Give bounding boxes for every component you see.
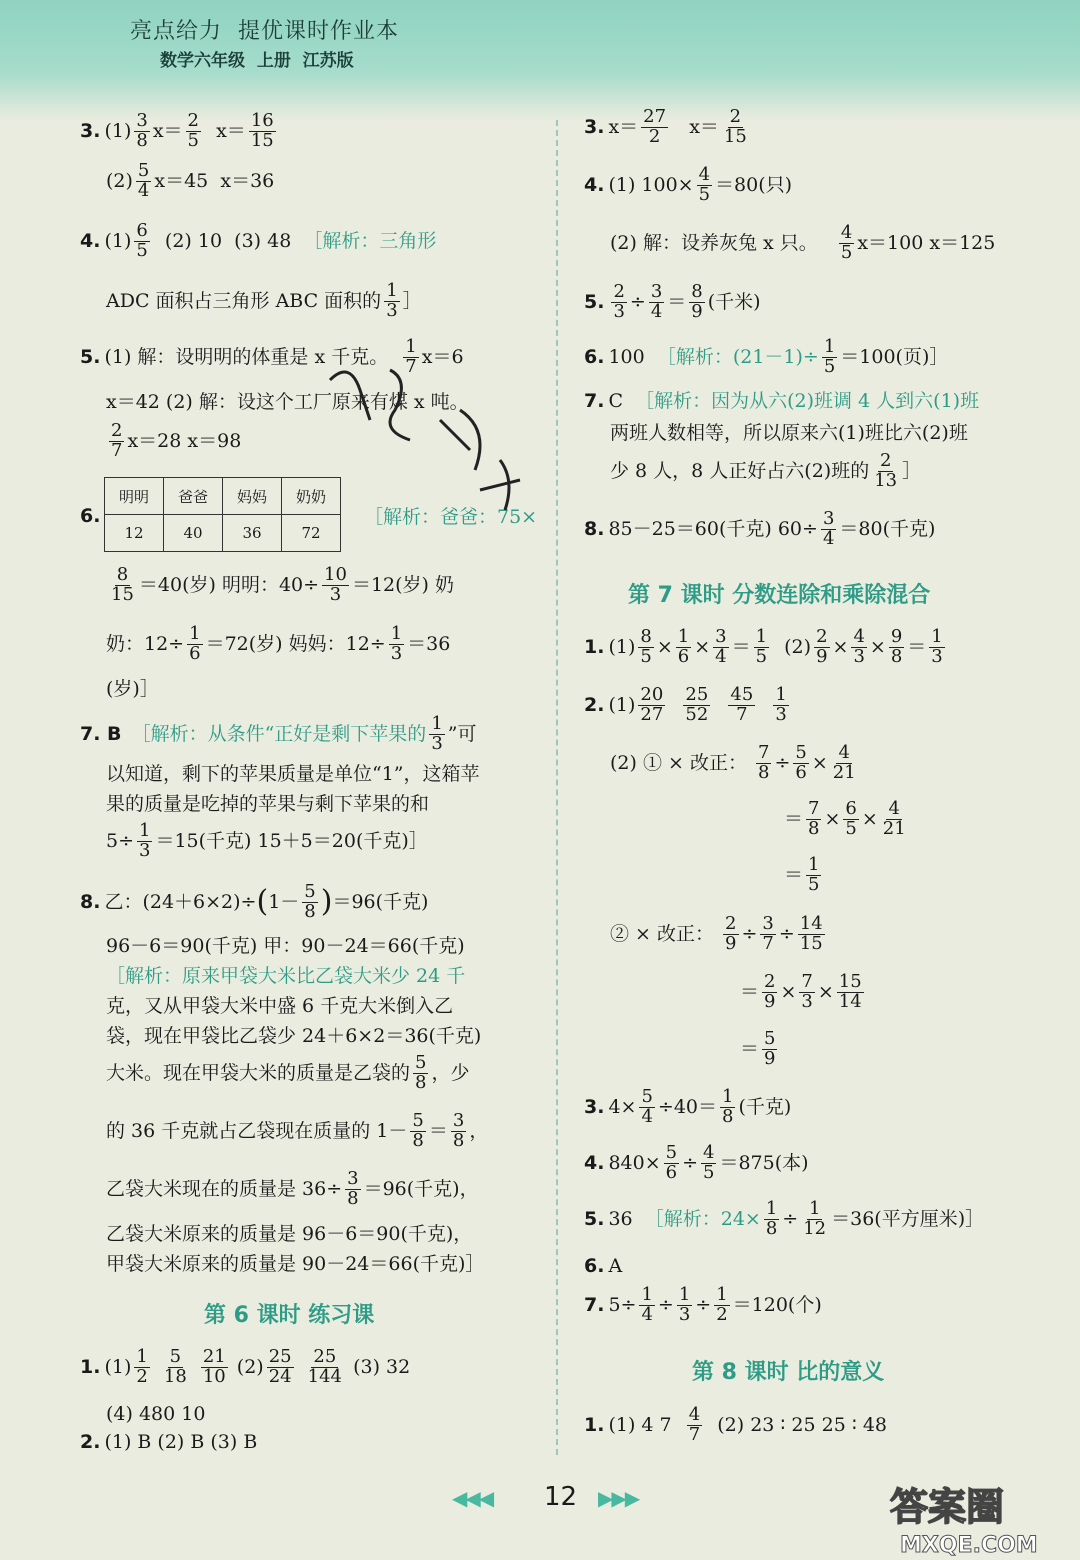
left-q8-line10: 甲袋大米原来的质量是 90－24＝66(千克)］ [106, 1253, 485, 1275]
right-q5-line: 5. $\frac{2}{3}$ ÷ $\frac{3}{4}$ ＝ 8 9 (千米) [584, 281, 761, 322]
left-q4-line2: ADC 面积占三角形 ABC 面积的 1 3 ］ [106, 280, 422, 321]
left-q8-line7: 的 36 千克就占乙袋现在质量的 1－ 5 8 ＝ 3 8 ， [106, 1110, 489, 1151]
left-q6-line4: (岁)］ [106, 678, 159, 700]
left-q5-line1: 5. (1) 解：设明明的体重是 x 千克。 1 7 x＝6 [80, 336, 464, 377]
section-title-lesson7: 第 7 课时 分数连除和乘除混合 [628, 583, 931, 608]
left-q6-line3: 奶：12÷ $\frac{1}{6}$ ＝72(岁) 妈妈：12÷ $\frac{1}{3}$ ＝36 [106, 623, 451, 664]
left-q8-line8: 乙袋大米现在的质量是 36÷ $\frac{3}{8}$ ＝96(千克)， [106, 1168, 479, 1209]
right-s7q2-correction1-line1: (2) ① × 改正： 7 8 ÷ 5 6 × 4 21 [610, 742, 856, 783]
table-cell: 12 [105, 515, 164, 552]
section-title-lesson8: 第 8 课时 比的意义 [692, 1360, 885, 1385]
watermark-logo [880, 1470, 1080, 1560]
left-s6q1-line1: 1. (1) 1 2 5 18 21 10 (2) 25 24 25 144 (3) 32 [80, 1346, 411, 1387]
left-q8-line9: 乙袋大米原来的质量是 96－6＝90(千克)， [106, 1223, 473, 1245]
book-title: 亮点给力 提优课时作业本 [130, 19, 399, 44]
right-s7q1-line: 1. (1) 8 5 × 1 6 × 3 4 ＝ 1 5 (2) 2 9 × 4 3 × 9 8 ＝ 1 3 [584, 626, 943, 667]
handwriting-scribble [300, 340, 540, 520]
left-q7-line2: 以知道，剩下的苹果质量是单位“1”，这箱苹 [106, 763, 480, 785]
left-q6-note: ［解析：爸爸：75× [364, 506, 538, 528]
right-s7q2-correction1-line2: ＝ 7 8 × 6 5 × 4 21 [784, 798, 906, 839]
right-s7q5-line: 5. 36 ［解析：24× $\frac{1}{8}$ ÷ $\frac{1}{12}$ ＝36(平方厘米)］ [584, 1198, 985, 1239]
left-q7-line3: 果的质量是吃掉的苹果与剩下苹果的和 [106, 793, 430, 815]
right-q4-line1: 4. (1) 100× $\frac{4}{5}$ ＝80(只) [584, 164, 793, 205]
right-s8q1-line: 1. (1) 4 7 4 7 (2) 23 ∶ 25 25 ∶ 48 [584, 1404, 888, 1445]
right-q4-line2: (2) 解：设养灰兔 x 只。 4 5 x＝100 x＝125 [610, 222, 996, 263]
right-s7q7-line: 7. 5÷ $\frac{1}{4}$ ÷ $\frac{1}{3}$ ÷ $\frac{1}{2}$ ＝120(个) [584, 1284, 822, 1325]
page-number: 12 [544, 1482, 578, 1512]
table-header: 明明 [105, 478, 164, 515]
left-q4-line1: 4. (1) 6 5 (2) 10 (3) 48 ［解析：三角形 [80, 220, 437, 261]
right-q3-line: 3. x＝ 27 2 x＝ 2 15 [584, 106, 747, 147]
table-cell: 36 [223, 515, 282, 552]
left-q7-line4: 5÷ $\frac{1}{3}$ ＝15(千克) 15＋5＝20(千克)］ [106, 820, 428, 861]
right-q8-line: 8. 85－25＝60(千克) 60÷ $\frac{3}{4}$ ＝80(千克) [584, 508, 936, 549]
svg-text:MXQE.COM: MXQE.COM [900, 1533, 1038, 1558]
right-q6-line: 6. 100 ［解析：(21－1)÷ $\frac{1}{5}$ ＝100(页)］ [584, 336, 949, 377]
column-divider [556, 120, 558, 1455]
left-q6-label: 6. [80, 505, 101, 527]
left-q6-line2: 8 15 ＝40(岁) 明明：40÷ $\frac{10}{3}$ ＝12(岁) 奶 [111, 564, 454, 605]
table-header: 奶奶 [282, 478, 341, 515]
book-subtitle: 数学六年级 上册 江苏版 [160, 51, 354, 71]
left-q5-line3: 2 7 x＝28 x＝98 [111, 420, 242, 461]
left-q8-line1: 8. 乙：(24＋6×2)÷ ( 1－ 5 8 ) ＝96(千克) [80, 881, 429, 922]
table-cell: 40 [164, 515, 223, 552]
left-q8-line5: 袋，现在甲袋比乙袋少 24＋6×2＝36(千克) [106, 1025, 482, 1047]
right-s7q4-line: 4. 840× $\frac{5}{6}$ ÷ $\frac{4}{5}$ ＝875(本) [584, 1142, 809, 1183]
section-title-lesson6: 第 6 课时 练习课 [204, 1303, 375, 1328]
prev-arrows-icon: ◀◀◀ [452, 1486, 493, 1510]
right-s7q2-correction2-line1: ② × 改正： 2 9 ÷ 3 7 ÷ 14 15 [610, 913, 823, 954]
right-q7-line1: 7. C ［解析：因为从六(2)班调 4 人到六(1)班 [584, 390, 980, 412]
left-q3-line1: 3. (1) 3 8 x＝ 2 5 x＝ 16 15 [80, 110, 274, 151]
right-s7q2-correction2-line2: ＝ 2 9 × 7 3 × 15 14 [740, 971, 862, 1012]
left-s6q2-line: 2. (1) B (2) B (3) B [80, 1431, 258, 1453]
right-s7q2-correction2-line3: ＝ 5 9 [740, 1028, 776, 1069]
left-q8-line4: 克，又从甲袋大米中盛 6 千克大米倒入乙 [106, 995, 454, 1017]
right-s7q2-correction1-line3: ＝ 1 5 [784, 854, 820, 895]
svg-text:答案圈: 答案圈 [890, 1485, 1005, 1529]
right-s7q3-line: 3. 4× $\frac{5}{4}$ ÷40＝ 1 8 (千克) [584, 1086, 792, 1127]
right-q7-line3: 少 8 人，8 人正好占六(2)班的 2 13 ］ [610, 450, 922, 491]
left-s6q1-line2: (4) 480 10 [106, 1403, 206, 1425]
left-q8-line6: 大米。现在甲袋大米的质量是乙袋的 5 8 ，少 [106, 1052, 470, 1093]
left-q3-line2: (2) 5 4 x＝45 x＝36 [106, 160, 275, 201]
next-arrows-icon: ▶▶▶ [598, 1486, 639, 1510]
left-q8-line2: 96－6＝90(千克) 甲：90－24＝66(千克) [106, 935, 465, 957]
right-q7-line2: 两班人数相等，所以原来六(1)班比六(2)班 [610, 422, 968, 444]
left-q5-line2: x＝42 (2) 解：设这个工厂原来有煤 x 吨。 [106, 391, 469, 413]
right-s7q2-line1: 2. (1) 20 27 25 52 45 7 1 3 [584, 684, 787, 725]
right-s7q6-line: 6. A [584, 1255, 623, 1277]
table-header: 妈妈 [223, 478, 282, 515]
table-cell: 72 [282, 515, 341, 552]
table-header: 爸爸 [164, 478, 223, 515]
left-q8-line3: ［解析：原来甲袋大米比乙袋大米少 24 千 [106, 965, 466, 987]
left-q7-line1: 7. B ［解析：从条件“正好是剩下苹果的 1 3 ”可 [80, 713, 477, 754]
